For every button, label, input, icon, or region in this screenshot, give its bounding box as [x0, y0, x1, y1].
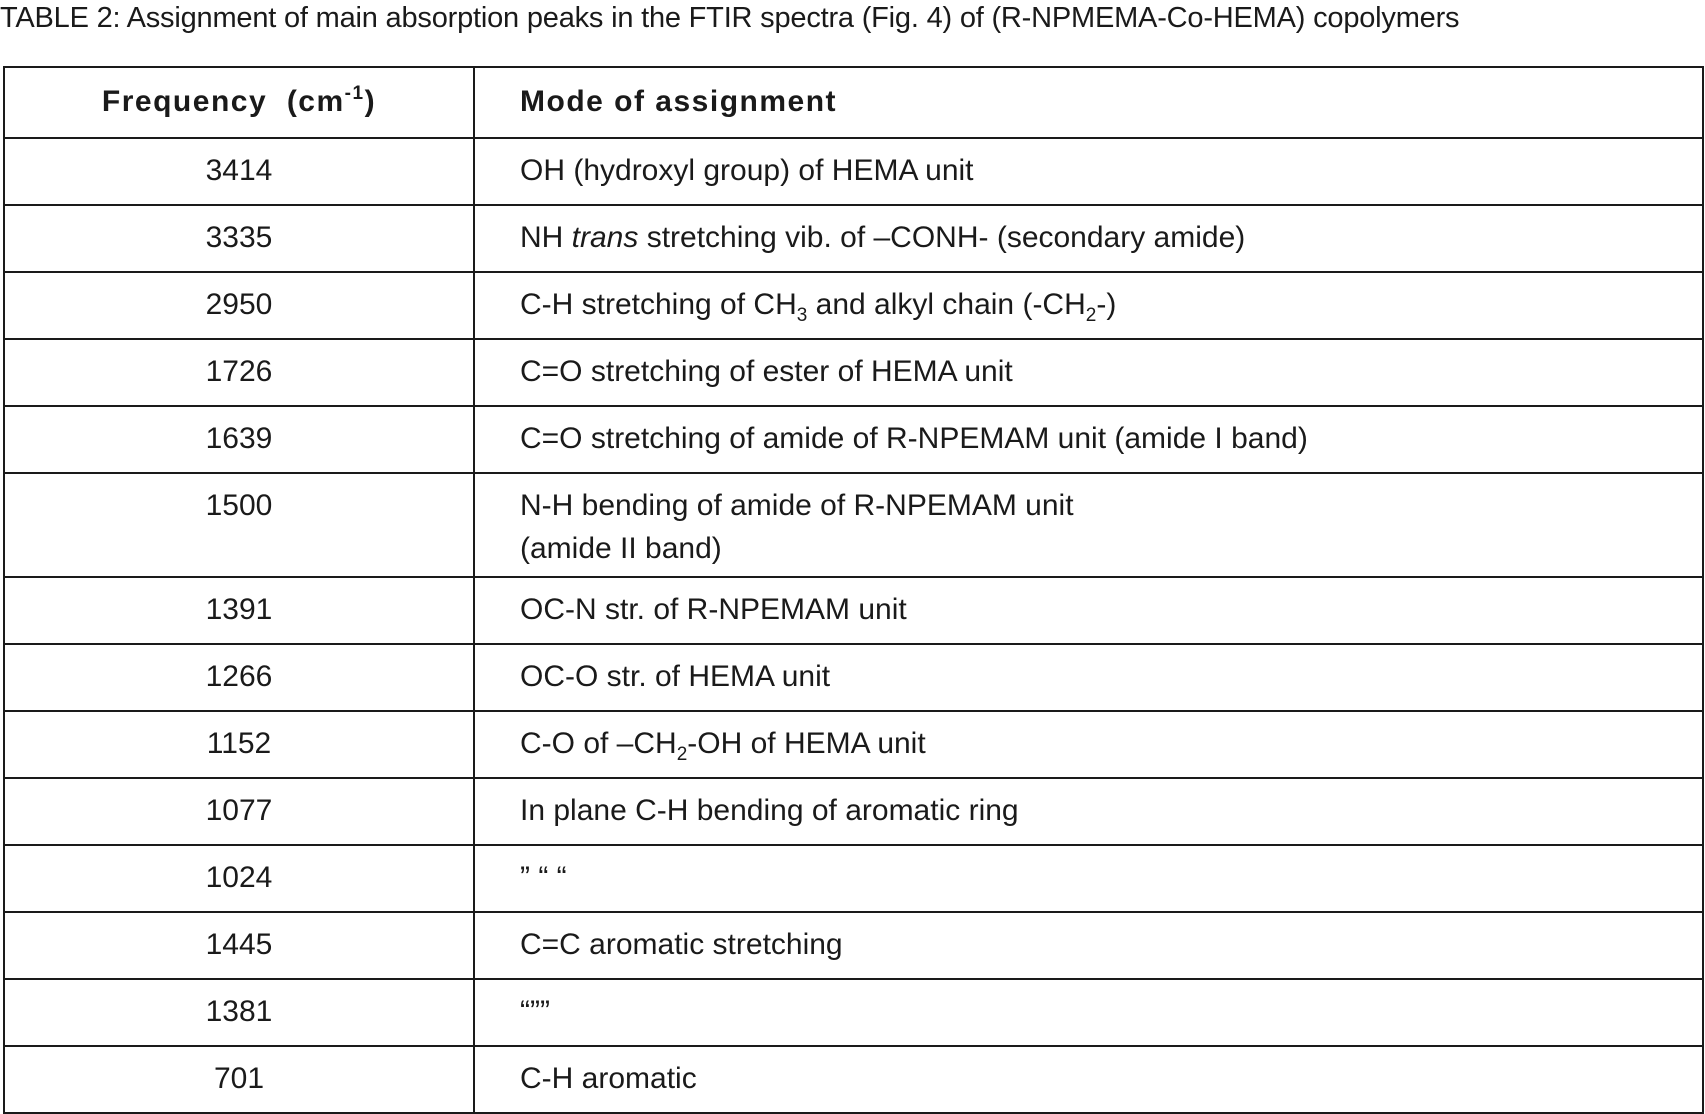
table-row: [4, 778, 1703, 845]
mode-text: and alkyl chain (-CH: [807, 288, 1086, 321]
frequency-header-label: Frequency: [101, 85, 268, 118]
frequency-cell: 1266: [4, 644, 474, 711]
table-row: [4, 577, 1703, 644]
mode-column-header: Mode of assignment: [474, 67, 1703, 138]
table-row: [4, 473, 1703, 577]
table-row: [4, 711, 1703, 778]
mode-text: C-O of –CH: [520, 727, 677, 760]
mode-cell: C=O stretching of amide of R-NPEMAM unit (amide I band): [474, 406, 1703, 473]
mode-cell: OC-O str. of HEMA unit: [474, 644, 1703, 711]
frequency-cell: 2950: [4, 272, 474, 339]
frequency-cell: 1391: [4, 577, 474, 644]
table-row: [4, 644, 1703, 711]
frequency-cell: 1726: [4, 339, 474, 406]
subscript: 2: [676, 744, 688, 765]
mode-text-line-1: N-H bending of amide of R-NPEMAM unit: [520, 489, 1074, 522]
table-row: [4, 1046, 1703, 1113]
frequency-unit-open: (cm: [286, 85, 345, 118]
mode-cell: In plane C-H bending of aromatic ring: [474, 778, 1703, 845]
mode-text: -): [1096, 288, 1117, 321]
frequency-unit-close: ): [364, 85, 377, 118]
subscript: 2: [1085, 305, 1097, 326]
table-row: [4, 339, 1703, 406]
mode-cell: [474, 272, 1703, 339]
mode-cell: OC-N str. of R-NPEMAM unit: [474, 577, 1703, 644]
table-row: [4, 912, 1703, 979]
frequency-cell: 1077: [4, 778, 474, 845]
table-header-row: [4, 67, 1703, 138]
frequency-cell: 1445: [4, 912, 474, 979]
mode-cell: ” “ “: [474, 845, 1703, 912]
mode-text: -OH of HEMA unit: [687, 727, 926, 760]
frequency-cell: 1024: [4, 845, 474, 912]
table-row: [4, 406, 1703, 473]
table-caption: TABLE 2: Assignment of main absorption peaks in the FTIR spectra (Fig. 4) of (R-NPMEMA-Co-HEMA) copolymers: [0, 2, 1460, 34]
frequency-cell: 1152: [4, 711, 474, 778]
table-row: [4, 205, 1703, 272]
frequency-cell: 1500: [4, 473, 474, 577]
mode-cell: OH (hydroxyl group) of HEMA unit: [474, 138, 1703, 205]
table-row: [4, 272, 1703, 339]
subscript: 3: [796, 305, 808, 326]
ftir-assignment-table: [3, 66, 1704, 1114]
mode-text: stretching vib. of –CONH- (secondary amide): [638, 221, 1246, 254]
mode-text-italic: trans: [571, 221, 639, 254]
mode-cell: [474, 205, 1703, 272]
frequency-column-header: [4, 67, 474, 138]
table-row: [4, 138, 1703, 205]
mode-text: NH: [520, 221, 572, 254]
frequency-unit-exponent: -1: [344, 83, 365, 104]
mode-cell: [474, 711, 1703, 778]
mode-cell: C=O stretching of ester of HEMA unit: [474, 339, 1703, 406]
table-row: [4, 845, 1703, 912]
frequency-cell: 701: [4, 1046, 474, 1113]
table-row: [4, 979, 1703, 1046]
frequency-cell: 3414: [4, 138, 474, 205]
mode-cell: C-H aromatic: [474, 1046, 1703, 1113]
frequency-cell: 1639: [4, 406, 474, 473]
frequency-cell: 1381: [4, 979, 474, 1046]
mode-cell: C=C aromatic stretching: [474, 912, 1703, 979]
mode-cell: [474, 473, 1703, 577]
frequency-cell: 3335: [4, 205, 474, 272]
mode-text-line-2: (amide II band): [520, 532, 722, 565]
mode-cell: “””: [474, 979, 1703, 1046]
mode-text: C-H stretching of CH: [520, 288, 797, 321]
